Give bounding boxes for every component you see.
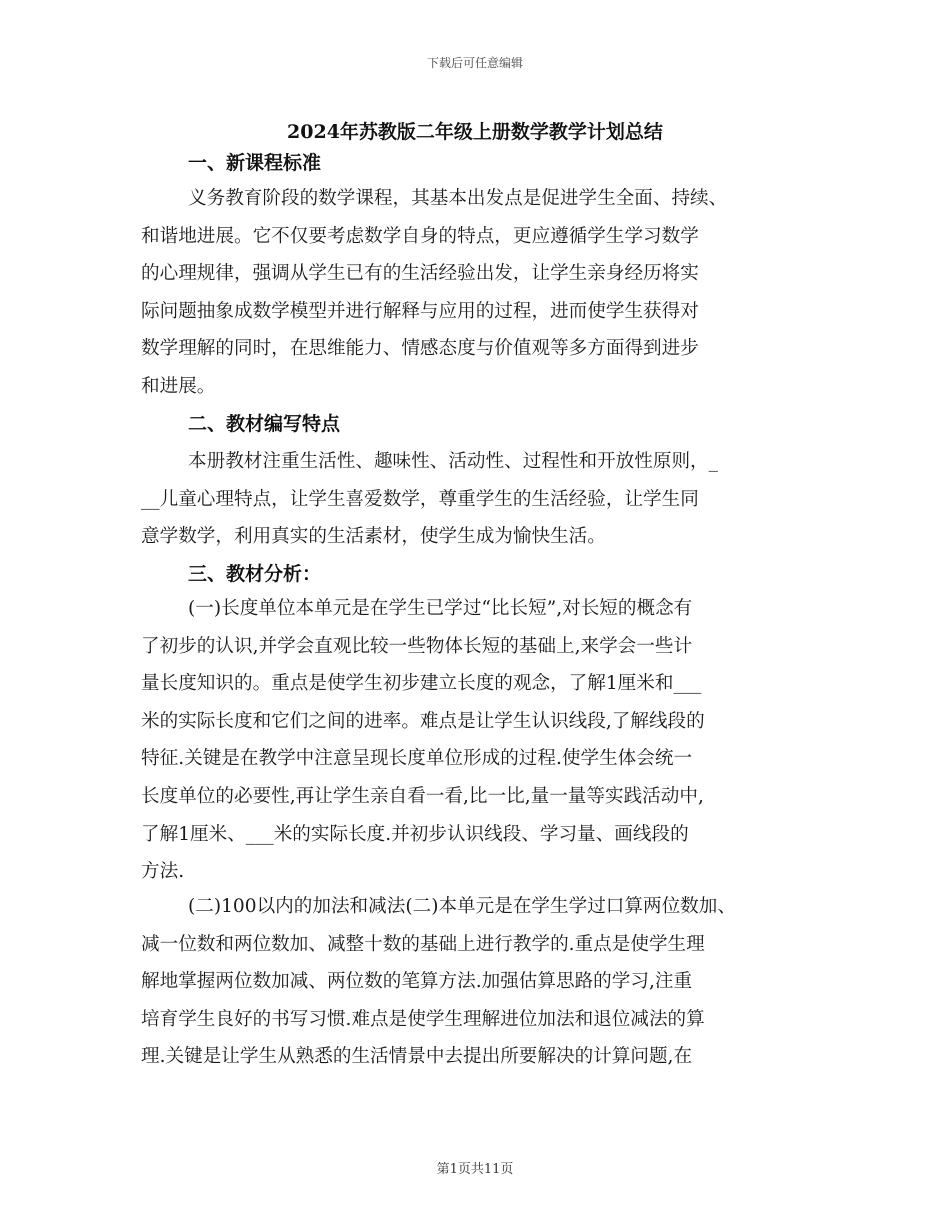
text-line: 数学理解的同时，在思维能力、情感态度与价值观等多方面得到进步	[141, 338, 699, 360]
text-line: 际问题抽象成数学模型并进行解释与应用的过程，进而使学生获得对	[141, 300, 699, 322]
section-heading-3: 三、教材分析：	[188, 563, 322, 585]
text-line: 义务教育阶段的数学课程，其基本出发点是促进学生全面、持续、	[188, 188, 728, 209]
text-line: (二)100以内的加法和减法(二)本单元是在学生学过口算两位数加、	[188, 896, 736, 917]
text-line: 理.关键是让学生从熟悉的生活情景中去提出所要解决的计算问题,在	[141, 1046, 693, 1068]
text-line: 了初步的认识,并学会直观比较一些物体长短的基础上,来学会一些计	[141, 635, 693, 657]
text-line: 和谐地进展。它不仅要考虑数学自身的特点，更应遵循学生学习数学	[141, 225, 699, 247]
section-2-paragraph	[141, 443, 831, 556]
section-heading-2: 二、教材编写特点	[188, 413, 341, 435]
text-line: 本册教材注重生活性、趣味性、活动性、过程性和开放性原则，_	[188, 451, 718, 472]
text-line: 意学数学，利用真实的生活素材，使学生成为愉快生活。	[141, 526, 606, 548]
document-title: 2024年苏教版二年级上册数学教学计划总结	[287, 121, 663, 143]
section-1-paragraph	[141, 180, 831, 406]
text-line: 和进展。	[141, 375, 216, 397]
text-line: 长度单位的必要性,再让学生亲自看一看,比一比,量一量等实践活动中,	[141, 785, 704, 807]
text-line: 培育学生良好的书写习惯.难点是使学生理解进位加法和退位减法的算	[141, 1008, 705, 1030]
section-heading-1: 一、新课程标准	[188, 152, 322, 174]
page-header: 下载后可任意编辑	[426, 56, 523, 70]
section-3-paragraph-1	[141, 590, 831, 891]
text-line: 解地掌握两位数加减、两位数的笔算方法.加强估算思路的学习,注重	[141, 971, 693, 993]
text-line: (一)长度单位本单元是在学生已学过“比长短”,对长短的概念有	[188, 598, 693, 619]
text-line: 量长度知识的。重点是使学生初步建立长度的观念，了解1厘米和___	[141, 673, 702, 695]
text-line: 米的实际长度和它们之间的进率。难点是让学生认识线段,了解线段的	[141, 710, 705, 732]
section-3-paragraph-2	[141, 888, 831, 1076]
text-line: 减一位数和两位数加、减整十数的基础上进行教学的.重点是使学生理	[141, 933, 705, 955]
text-line: 了解1厘米、___米的实际长度.并初步认识线段、学习量、画线段的	[141, 823, 689, 845]
text-line: 方法.	[141, 861, 185, 883]
text-line: __儿童心理特点，让学生喜爱数学，尊重学生的生活经验，让学生同	[141, 488, 699, 510]
page-footer: 第1页共11页	[436, 1162, 514, 1177]
text-line: 的心理规律，强调从学生已有的生活经验出发，让学生亲身经历将实	[141, 263, 699, 285]
text-line: 特征.关键是在教学中注意呈现长度单位形成的过程.使学生体会统一	[141, 748, 693, 770]
